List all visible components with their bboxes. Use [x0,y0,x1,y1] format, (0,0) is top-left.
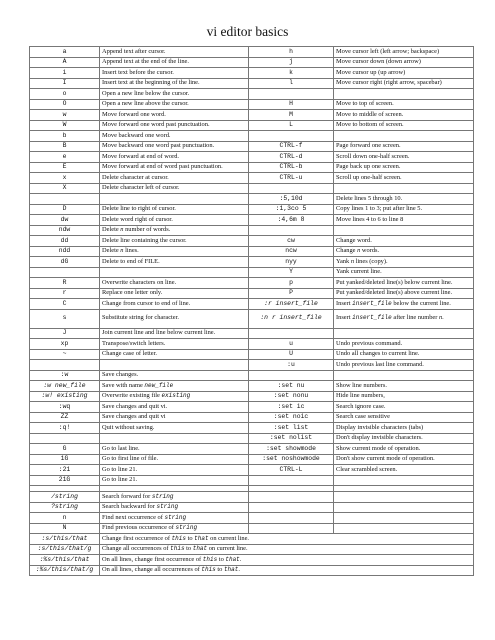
table-row [30,194,474,205]
command-description: Change from cursor to end of line. [100,299,249,310]
command-key: n [30,513,100,524]
command-description: Change word. [334,236,474,247]
command-description: Show line numbers. [334,381,474,392]
table-row [30,246,474,257]
command-description: Insert text at the beginning of the line. [100,78,249,89]
command-description: Save changes and quit vi [100,412,249,423]
command-key: C [30,299,100,310]
command-key: :4,6m 8 [249,215,334,226]
command-key: p [249,278,334,289]
command-key [30,433,100,444]
command-description [334,513,474,524]
command-key [249,328,334,339]
command-key [30,267,100,278]
command-description: Insert text before the cursor. [100,68,249,79]
table-row [30,475,474,486]
description-text: Change [336,247,358,255]
description-text: Delete [102,247,121,255]
command-key: U [249,349,334,360]
table-row [30,544,474,555]
command-key: nyy [249,257,334,268]
command-description: Delete character at cursor. [100,173,249,184]
placeholder-term: that [194,534,209,542]
placeholder-term: this [170,545,185,553]
table-row [30,555,474,566]
command-description [334,183,474,194]
command-key: cw [249,236,334,247]
table-row [30,299,474,310]
command-description [334,475,474,486]
description-text: number of words. [123,226,171,234]
count-variable: n [357,247,361,255]
placeholder-term: this [201,566,216,574]
description-text: below the current line. [391,299,451,307]
command-description: Move cursor down (down arrow) [334,57,474,68]
command-key: :set noic [249,412,334,423]
description-text: . [442,314,444,322]
command-description [334,89,474,100]
description-text: to [184,545,193,553]
table-row [30,534,474,545]
command-key: :set nonu [249,391,334,402]
command-key [30,194,100,205]
description-text: to [185,534,195,542]
command-description: Delete line containing the cursor. [100,236,249,247]
command-description: Go to last line. [100,444,249,455]
description-text: Delete [102,226,121,234]
description-text: words. [360,247,380,255]
command-description: Move to top of screen. [334,99,474,110]
command-description: Scroll up one-half screen. [334,173,474,184]
command-key: :set noshowmode [249,454,334,465]
command-key [249,475,334,486]
table-row [30,57,474,68]
command-key: l [249,78,334,89]
command-description: Transpose/switch letters. [100,339,249,350]
table-row [30,204,474,215]
command-description: Substitute string for character. [100,309,249,328]
command-key: :w! existing [30,391,100,402]
command-key [249,370,334,381]
command-description: Don't show current mode of operation. [334,454,474,465]
command-description: Move cursor left (left arrow; backspace) [334,47,474,58]
count-variable: n [438,314,443,322]
command-description: Clear scrambled screen. [334,465,474,476]
placeholder-term: insert_file [352,314,392,322]
table-row [30,225,474,236]
command-key: s [30,309,100,328]
command-description [100,267,249,278]
table-row [30,328,474,339]
command-description [100,225,249,236]
command-description [100,502,249,513]
placeholder-term: new_file [144,381,174,389]
command-description: Show current mode of operation. [334,444,474,455]
placeholder-term: that [223,566,239,574]
description-text: Search forward for [102,492,152,500]
command-description: Search ignore case. [334,402,474,413]
command-key: CTRL-f [249,141,334,152]
command-description: Delete character left of cursor. [100,183,249,194]
command-key: 1G [30,454,100,465]
command-description [100,523,249,534]
command-key: A [30,57,100,68]
command-key: o [30,89,100,100]
table-row [30,523,474,534]
command-key: H [249,99,334,110]
command-key: 21G [30,475,100,486]
page-title: vi editor basics [206,24,289,39]
description-text: lines. [123,247,139,255]
command-description: Page back up one screen. [334,162,474,173]
placeholder-term: string [175,524,198,532]
table-row [30,236,474,247]
count-variable: n [350,257,355,265]
command-key: CTRL-d [249,152,334,163]
table-row [30,381,474,392]
command-description: Move backward one word. [100,131,249,142]
table-row [30,152,474,163]
command-key: :s/this/that/g [30,544,100,555]
command-description: Go to first line of file. [100,454,249,465]
command-description [334,225,474,236]
command-key: M [249,110,334,121]
command-description: Delete word right of cursor. [100,215,249,226]
placeholder-term: that [192,545,208,553]
command-key: :set list [249,423,334,434]
table-row [30,173,474,184]
command-key: dG [30,257,100,268]
table-row [30,99,474,110]
command-description: Copy lines 1 to 3; put after line 5. [334,204,474,215]
command-key: :set ic [249,402,334,413]
command-description: Page forward one screen. [334,141,474,152]
command-description: Change case of letter. [100,349,249,360]
placeholder-term: insert_file [352,299,392,307]
description-text: Find previous occurrence of [102,524,176,532]
command-description [100,391,249,402]
command-key: x [30,173,100,184]
description-text: . [238,566,240,574]
command-description: Move forward one word. [100,110,249,121]
command-description: Open a new line above the cursor. [100,99,249,110]
command-key: b [30,131,100,142]
command-key: :s/this/that [30,534,100,545]
command-key: dw [30,215,100,226]
placeholder-term: existing [161,392,191,400]
table-row [30,120,474,131]
command-key: /string [30,492,100,503]
command-description [100,555,474,566]
description-text: Insert [336,299,353,307]
description-text: Insert [336,314,353,322]
command-key: CTRL-b [249,162,334,173]
command-table-body [30,47,474,576]
command-description: Yank current line. [334,267,474,278]
command-key [30,360,100,371]
command-description: Delete to end of FILE. [100,257,249,268]
command-key: :w new_file [30,381,100,392]
count-variable: n [120,247,124,255]
command-key: P [249,288,334,299]
command-description: Move cursor right (right arrow, spacebar) [334,78,474,89]
command-key: :r insert_file [249,299,334,310]
command-key: r [30,288,100,299]
command-key [249,89,334,100]
command-description [334,370,474,381]
command-key: :q! [30,423,100,434]
command-description [100,544,474,555]
description-text: lines (copy). [354,257,388,265]
table-row [30,141,474,152]
command-description [334,131,474,142]
command-key: I [30,78,100,89]
command-key: :%s/this/that [30,555,100,566]
command-table [29,46,474,576]
command-description: Undo previous command. [334,339,474,350]
command-description: Join current line and line below current line. [100,328,249,339]
command-key: B [30,141,100,152]
table-row [30,370,474,381]
command-description: Append text at the end of the line. [100,57,249,68]
command-key: G [30,444,100,455]
table-row [30,454,474,465]
description-text: to [217,555,226,563]
command-description [100,194,249,205]
command-key: k [249,68,334,79]
command-key [249,183,334,194]
command-key: ?string [30,502,100,513]
command-description: Move to bottom of screen. [334,120,474,131]
command-description [100,534,474,545]
description-text: on current line. [208,534,250,542]
table-row [30,391,474,402]
command-key: :n r insert_file [249,309,334,328]
description-text: Yank [336,257,351,265]
command-key: E [30,162,100,173]
description-text: Change first occurrence of [102,534,172,542]
command-description [100,513,249,524]
command-description: Move forward at end of word. [100,152,249,163]
command-description [334,523,474,534]
command-description: Move lines 4 to 6 to line 8 [334,215,474,226]
command-description [100,433,249,444]
placeholder-term: this [171,534,186,542]
description-text: to [215,566,224,574]
command-description: Delete line to right of cursor. [100,204,249,215]
table-row [30,162,474,173]
table-row [30,339,474,350]
table-row [30,402,474,413]
command-description: Move to middle of screen. [334,110,474,121]
command-key: e [30,152,100,163]
command-key: :w [30,370,100,381]
command-description: Move forward one word past punctuation. [100,120,249,131]
command-key: :5,10d [249,194,334,205]
table-row [30,267,474,278]
table-row [30,513,474,524]
command-key: i [30,68,100,79]
description-text: Overwrite existing file [102,392,162,400]
table-row [30,131,474,142]
command-description: Move cursor up (up arrow) [334,68,474,79]
command-description: Go to line 21. [100,465,249,476]
description-text: Change all occurrences of [102,545,171,553]
command-key: :21 [30,465,100,476]
count-variable: n [120,226,124,234]
table-row [30,68,474,79]
command-key: xp [30,339,100,350]
command-description [334,328,474,339]
command-key: R [30,278,100,289]
table-row [30,433,474,444]
command-key: D [30,204,100,215]
command-description [100,565,474,576]
table-row [30,78,474,89]
table-row [30,360,474,371]
table-row [30,89,474,100]
description-text: Save with name [102,381,145,389]
command-key [249,492,334,503]
table-row [30,492,474,503]
command-key [249,513,334,524]
command-description: Hide line numbers, [334,391,474,402]
table-row [30,309,474,328]
command-key: ndw [30,225,100,236]
description-text: Find next occurrence of [102,513,165,521]
placeholder-term: that [225,555,240,563]
table-row [30,349,474,360]
command-key [249,225,334,236]
command-description: Search case sensitive [334,412,474,423]
command-key: ~ [30,349,100,360]
command-description: Delete lines 5 through 10. [334,194,474,205]
command-description: Put yanked/deleted line(s) below current line. [334,278,474,289]
table-row [30,412,474,423]
command-description [334,502,474,513]
command-description: Overwrite characters on line. [100,278,249,289]
placeholder-term: string [164,513,187,521]
command-key: :%s/this/that/g [30,565,100,576]
placeholder-term: string [151,492,174,500]
command-key: dd [30,236,100,247]
placeholder-term: string [156,503,179,511]
command-key: X [30,183,100,194]
command-description: Display invisible characters (tabs) [334,423,474,434]
table-row [30,465,474,476]
table-row [30,565,474,576]
command-key: ndd [30,246,100,257]
command-key: ZZ [30,412,100,423]
command-key: CTRL-u [249,173,334,184]
command-key: L [249,120,334,131]
command-description [334,299,474,310]
table-row [30,47,474,58]
command-description [100,492,249,503]
command-key: N [30,523,100,534]
table-row [30,257,474,268]
command-key: J [30,328,100,339]
placeholder-term: this [202,555,218,563]
command-key: O [30,99,100,110]
description-text: On all lines, change all occurrences of [102,566,202,574]
command-description [100,381,249,392]
command-key: u [249,339,334,350]
command-key: Y [249,267,334,278]
command-description: Undo previous last line command. [334,360,474,371]
command-key: w [30,110,100,121]
command-description: Quit without saving. [100,423,249,434]
command-description: Save changes and quit vi. [100,402,249,413]
command-key: ncw [249,246,334,257]
table-row [30,502,474,513]
command-key [249,131,334,142]
description-text: . [239,555,242,563]
command-description: Don't display invisible characters. [334,433,474,444]
table-row [30,444,474,455]
command-key [249,502,334,513]
command-description: Move forward at end of word past punctuation. [100,162,249,173]
command-key: W [30,120,100,131]
command-key: a [30,47,100,58]
command-key: :1,3co 5 [249,204,334,215]
command-description: Undo all changes to current line. [334,349,474,360]
table-row [30,278,474,289]
command-description [100,360,249,371]
command-key: h [249,47,334,58]
command-description [100,246,249,257]
command-key [249,523,334,534]
command-key: CTRL-L [249,465,334,476]
command-description [334,257,474,268]
command-description: Scroll down one-half screen. [334,152,474,163]
command-key: :set nolist [249,433,334,444]
table-row [30,183,474,194]
command-key: :wq [30,402,100,413]
table-row [30,110,474,121]
command-key: :set nu [249,381,334,392]
command-description: Open a new line below the cursor. [100,89,249,100]
description-text: Search backward for [102,503,157,511]
command-key: :set showmode [249,444,334,455]
command-description: Put yanked/deleted line(s) above current line. [334,288,474,299]
table-row [30,215,474,226]
command-key: j [249,57,334,68]
description-text: On all lines, change first occurrence of [102,555,203,563]
command-description [334,246,474,257]
command-description [334,492,474,503]
description-text: after line number [391,314,439,322]
command-description: Go to line 21. [100,475,249,486]
table-row [30,423,474,434]
command-description [334,309,474,328]
command-description: Move backward one word past punctuation. [100,141,249,152]
description-text: on current line. [207,545,248,553]
command-description: Save changes. [100,370,249,381]
command-description: Replace one letter only. [100,288,249,299]
table-row [30,288,474,299]
command-key: :u [249,360,334,371]
command-description: Append text after cursor. [100,47,249,58]
